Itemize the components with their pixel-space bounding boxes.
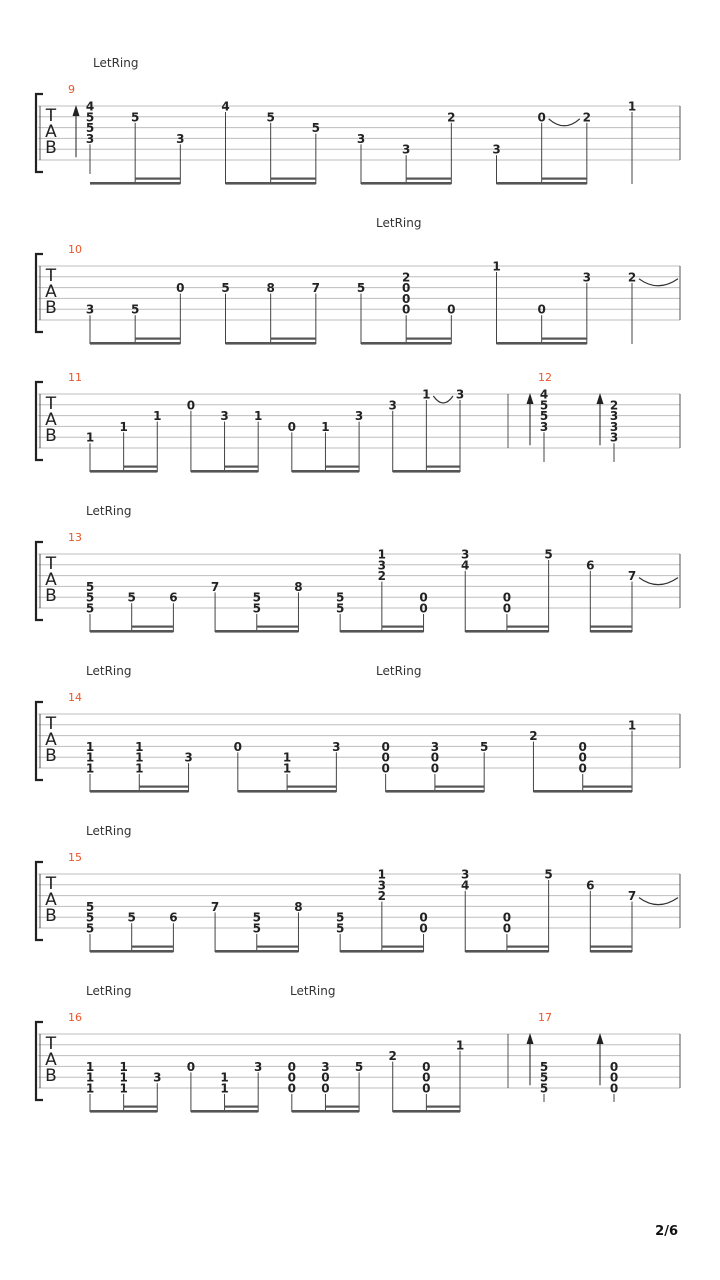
measure-number: 11 [68, 371, 82, 384]
fret-number: 0 [381, 750, 390, 765]
tab-clef-letter: A [45, 570, 57, 590]
beam [497, 342, 587, 345]
fret-number: 2 [377, 889, 387, 904]
fret-number: 1 [492, 259, 501, 274]
strum-up-arrow-icon [527, 393, 534, 404]
fret-number: 5 [335, 590, 345, 605]
tab-clef-letter: B [45, 1066, 57, 1086]
measure-number: 14 [68, 691, 82, 704]
fret-number: 5 [539, 398, 549, 413]
fret-number: 3 [609, 430, 619, 445]
beam-secondary [124, 1106, 158, 1108]
let-ring-label: LetRing [290, 984, 336, 998]
fret-number: 6 [169, 590, 178, 605]
fret-number: 5 [85, 899, 95, 914]
fret-number: 8 [294, 899, 303, 914]
let-ring-label: LetRing [93, 56, 139, 70]
tab-system [36, 371, 680, 473]
fret-number: 1 [627, 99, 637, 114]
tab-system [36, 664, 680, 793]
fret-number: 3 [85, 131, 95, 146]
fret-number: 2 [447, 110, 456, 125]
fret-number: 4 [461, 878, 470, 893]
fret-number: 8 [294, 579, 303, 594]
fret-number: 0 [502, 921, 512, 936]
tab-clef-letter: A [45, 122, 57, 142]
fret-number: 1 [85, 1070, 95, 1085]
fret-number: 3 [609, 419, 619, 434]
fret-number: 5 [221, 281, 230, 296]
beam-secondary [435, 786, 484, 788]
fret-number: 0 [578, 761, 587, 776]
fret-number: 1 [119, 1070, 128, 1085]
beam [191, 470, 258, 473]
fret-number: 5 [544, 547, 553, 562]
fret-number: 0 [430, 750, 440, 765]
fret-number: 1 [119, 1081, 128, 1096]
beam-secondary [132, 626, 174, 628]
beam-secondary [382, 946, 424, 948]
beam [340, 950, 423, 953]
fret-number: 3 [377, 558, 387, 573]
fret-number: 1 [135, 739, 144, 754]
fret-number: 5 [311, 121, 321, 136]
fret-number: 3 [184, 750, 193, 765]
fret-number: 4 [221, 99, 230, 114]
beam [215, 950, 298, 953]
let-ring-label: LetRing [376, 216, 422, 230]
fret-number: 3 [461, 547, 470, 562]
beam [465, 950, 548, 953]
fret-number: 1 [85, 761, 95, 776]
beam-secondary [132, 946, 174, 948]
beam-secondary [406, 338, 451, 340]
fret-number: 0 [609, 1070, 619, 1085]
tab-clef-letter: B [45, 746, 57, 766]
fret-number: 0 [419, 601, 428, 616]
beam [497, 182, 587, 185]
strum-up-arrow-icon [597, 393, 604, 404]
fret-number: 4 [461, 558, 470, 573]
fret-number: 3 [356, 131, 366, 146]
fret-number: 3 [254, 1059, 263, 1074]
fret-number: 1 [135, 750, 144, 765]
fret-number: 5 [252, 590, 261, 605]
fret-number: 6 [169, 910, 178, 925]
fret-number: 6 [586, 878, 595, 893]
fret-number: 2 [609, 398, 619, 413]
tab-clef-letter: B [45, 906, 57, 926]
beam [361, 182, 451, 185]
fret-number: 0 [381, 739, 390, 754]
beam-secondary [583, 786, 632, 788]
tab-system [36, 984, 680, 1113]
measure-number: 9 [68, 83, 75, 96]
tab-clef-letter: T [45, 394, 57, 414]
fret-number: 0 [422, 1070, 431, 1085]
beam [90, 342, 180, 345]
fret-number: 5 [252, 910, 261, 925]
beam [533, 790, 632, 793]
beam [90, 790, 189, 793]
fret-number: 1 [85, 1081, 95, 1096]
tab-clef-letter: B [45, 298, 57, 318]
tab-clef-letter: T [45, 874, 57, 894]
beam-secondary [542, 178, 587, 180]
fret-number: 5 [544, 867, 553, 882]
tab-clef-letter: T [45, 714, 57, 734]
tab-clef-letter: A [45, 410, 57, 430]
strum-up-arrow-icon [73, 105, 80, 116]
fret-number: 5 [85, 121, 95, 136]
beam-secondary [325, 1106, 359, 1108]
beam [226, 342, 316, 345]
fret-number: 3 [354, 409, 364, 424]
beam [215, 630, 298, 633]
fret-number: 2 [529, 729, 538, 744]
tab-clef-letter: A [45, 730, 57, 750]
fret-number: 5 [85, 910, 95, 925]
fret-number: 0 [176, 281, 185, 296]
fret-number: 5 [130, 302, 140, 317]
fret-number: 7 [627, 569, 637, 584]
let-ring-label: LetRing [86, 504, 132, 518]
fret-number: 0 [287, 1070, 296, 1085]
fret-number: 5 [85, 110, 95, 125]
tab-clef-letter: A [45, 890, 57, 910]
fret-number: 3 [539, 419, 549, 434]
beam [393, 470, 460, 473]
beam-secondary [406, 178, 451, 180]
fret-number: 8 [266, 281, 275, 296]
fret-number: 3 [153, 1070, 162, 1085]
strum-up-arrow-icon [527, 1033, 534, 1044]
fret-number: 0 [502, 910, 512, 925]
fret-number: 2 [388, 1049, 397, 1064]
fret-number: 0 [401, 291, 411, 306]
let-ring-label: LetRing [86, 824, 132, 838]
beam-secondary [426, 466, 460, 468]
beam [361, 342, 451, 345]
fret-number: 0 [287, 1059, 296, 1074]
beam [340, 630, 423, 633]
fret-number: 3 [220, 409, 229, 424]
tab-clef-letter: A [45, 282, 57, 302]
beam-secondary [139, 786, 188, 788]
fret-number: 1 [153, 409, 162, 424]
fret-number: 0 [401, 302, 411, 317]
fret-number: 0 [537, 110, 546, 125]
fret-number: 5 [252, 921, 261, 936]
fret-number: 0 [419, 921, 428, 936]
fret-number: 3 [321, 1059, 330, 1074]
fret-number: 0 [609, 1059, 619, 1074]
tab-clef-letter: T [45, 266, 57, 286]
strum-up-arrow-icon [597, 1033, 604, 1044]
fret-number: 0 [422, 1081, 431, 1096]
beam [386, 790, 485, 793]
fret-number: 0 [401, 281, 411, 296]
fret-number: 6 [586, 558, 595, 573]
fret-number: 3 [461, 867, 470, 882]
tab-clef-letter: T [45, 106, 57, 126]
fret-number: 3 [388, 398, 397, 413]
fret-number: 2 [401, 270, 411, 285]
fret-number: 0 [422, 1059, 431, 1074]
beam-secondary [257, 946, 299, 948]
fret-number: 0 [321, 1081, 330, 1096]
measure-number: 17 [538, 1011, 552, 1024]
tie-arc [639, 898, 678, 905]
beam-secondary [382, 626, 424, 628]
fret-number: 1 [85, 750, 95, 765]
fret-number: 5 [85, 601, 95, 616]
fret-number: 1 [422, 387, 431, 402]
fret-number: 0 [381, 761, 390, 776]
measure-number: 16 [68, 1011, 82, 1024]
tab-clef-letter: B [45, 138, 57, 158]
fret-number: 2 [627, 270, 637, 285]
slur-arc [549, 119, 580, 126]
beam-secondary [426, 1106, 460, 1108]
fret-number: 0 [537, 302, 546, 317]
beam-secondary [135, 338, 180, 340]
beam [393, 1110, 460, 1113]
beam-secondary [507, 626, 549, 628]
fret-number: 0 [430, 761, 440, 776]
fret-number: 1 [377, 547, 387, 562]
fret-number: 5 [539, 1081, 549, 1096]
tab-clef-letter: B [45, 586, 57, 606]
fret-number: 3 [401, 142, 411, 157]
fret-number: 5 [127, 590, 136, 605]
fret-number: 0 [233, 739, 242, 754]
fret-number: 5 [354, 1059, 364, 1074]
tab-system [36, 56, 680, 185]
let-ring-label: LetRing [86, 664, 132, 678]
beam-secondary [590, 626, 632, 628]
fret-number: 5 [480, 739, 489, 754]
fret-number: 7 [210, 579, 220, 594]
fret-number: 0 [287, 419, 296, 434]
page-number: 2/6 [655, 1224, 678, 1239]
fret-number: 3 [85, 302, 95, 317]
fret-number: 3 [609, 409, 619, 424]
measure-number: 13 [68, 531, 82, 544]
fret-number: 1 [627, 718, 637, 733]
beam-secondary [325, 466, 359, 468]
let-ring-label: LetRing [376, 664, 422, 678]
fret-number: 1 [455, 1038, 465, 1053]
fret-number: 0 [502, 590, 512, 605]
beam-secondary [225, 1106, 259, 1108]
fret-number: 5 [539, 409, 549, 424]
tab-clef-letter: T [45, 554, 57, 574]
fret-number: 0 [609, 1081, 619, 1096]
fret-number: 7 [311, 281, 321, 296]
beam-secondary [287, 786, 336, 788]
tie-arc [639, 578, 678, 585]
fret-number: 5 [85, 579, 95, 594]
fret-number: 1 [321, 419, 330, 434]
fret-number: 2 [582, 110, 592, 125]
fret-number: 1 [119, 419, 128, 434]
let-ring-label: LetRing [86, 984, 132, 998]
fret-number: 5 [266, 110, 275, 125]
beam [191, 1110, 258, 1113]
fret-number: 1 [377, 867, 387, 882]
fret-number: 1 [135, 761, 144, 776]
fret-number: 5 [335, 910, 345, 925]
beam [90, 630, 173, 633]
fret-number: 3 [332, 739, 341, 754]
measure-number: 10 [68, 243, 82, 256]
beam [238, 790, 337, 793]
beam [590, 950, 632, 953]
slur-arc [433, 396, 453, 403]
fret-number: 3 [176, 131, 185, 146]
fret-number: 0 [419, 590, 428, 605]
tie-arc [639, 279, 678, 286]
fret-number: 1 [119, 1059, 128, 1074]
beam-secondary [271, 338, 316, 340]
beam [90, 950, 173, 953]
tab-system [36, 504, 680, 633]
measure-number: 15 [68, 851, 82, 864]
fret-number: 5 [130, 110, 140, 125]
fret-number: 1 [85, 430, 95, 445]
beam-secondary [542, 338, 587, 340]
beam [90, 470, 157, 473]
measure-number: 12 [538, 371, 552, 384]
tab-system [36, 824, 680, 953]
fret-number: 5 [335, 921, 345, 936]
beam-secondary [124, 466, 158, 468]
fret-number: 0 [186, 1059, 196, 1074]
fret-number: 0 [578, 750, 587, 765]
tab-clef-letter: T [45, 1034, 57, 1054]
beam-secondary [257, 626, 299, 628]
beam [226, 182, 316, 185]
fret-number: 3 [582, 270, 592, 285]
beam-secondary [225, 466, 259, 468]
fret-number: 7 [627, 889, 637, 904]
fret-number: 5 [539, 1059, 549, 1074]
beam-secondary [590, 946, 632, 948]
fret-number: 5 [539, 1070, 549, 1085]
tab-clef-letter: A [45, 1050, 57, 1070]
fret-number: 1 [85, 1059, 95, 1074]
fret-number: 0 [321, 1070, 330, 1085]
fret-number: 5 [356, 281, 366, 296]
fret-number: 0 [419, 910, 428, 925]
beam-secondary [135, 178, 180, 180]
fret-number: 3 [430, 739, 440, 754]
fret-number: 2 [377, 569, 387, 584]
beam [90, 182, 180, 185]
beam [292, 470, 359, 473]
fret-number: 0 [447, 302, 456, 317]
fret-number: 3 [492, 142, 501, 157]
beam-secondary [271, 178, 316, 180]
beam [292, 1110, 359, 1113]
tab-system [36, 216, 680, 345]
systems-layer [36, 56, 680, 1113]
fret-number: 0 [186, 398, 196, 413]
fret-number: 0 [502, 601, 512, 616]
beam [465, 630, 548, 633]
fret-number: 1 [282, 750, 292, 765]
fret-number: 5 [252, 601, 261, 616]
fret-number: 5 [335, 601, 345, 616]
fret-number: 4 [85, 99, 95, 114]
fret-number: 5 [127, 910, 136, 925]
fret-number: 7 [210, 899, 220, 914]
fret-number: 5 [85, 921, 95, 936]
fret-number: 1 [282, 761, 292, 776]
fret-number: 3 [455, 387, 465, 402]
fret-number: 1 [254, 409, 263, 424]
fret-number: 0 [287, 1081, 296, 1096]
beam [90, 1110, 157, 1113]
fret-number: 1 [85, 739, 95, 754]
fret-number: 3 [377, 878, 387, 893]
fret-number: 0 [578, 739, 587, 754]
beam-secondary [507, 946, 549, 948]
fret-number: 5 [85, 590, 95, 605]
fret-number: 1 [220, 1070, 229, 1085]
beam [590, 630, 632, 633]
fret-number: 1 [220, 1081, 229, 1096]
tab-clef-letter: B [45, 426, 57, 446]
fret-number: 4 [539, 387, 549, 402]
